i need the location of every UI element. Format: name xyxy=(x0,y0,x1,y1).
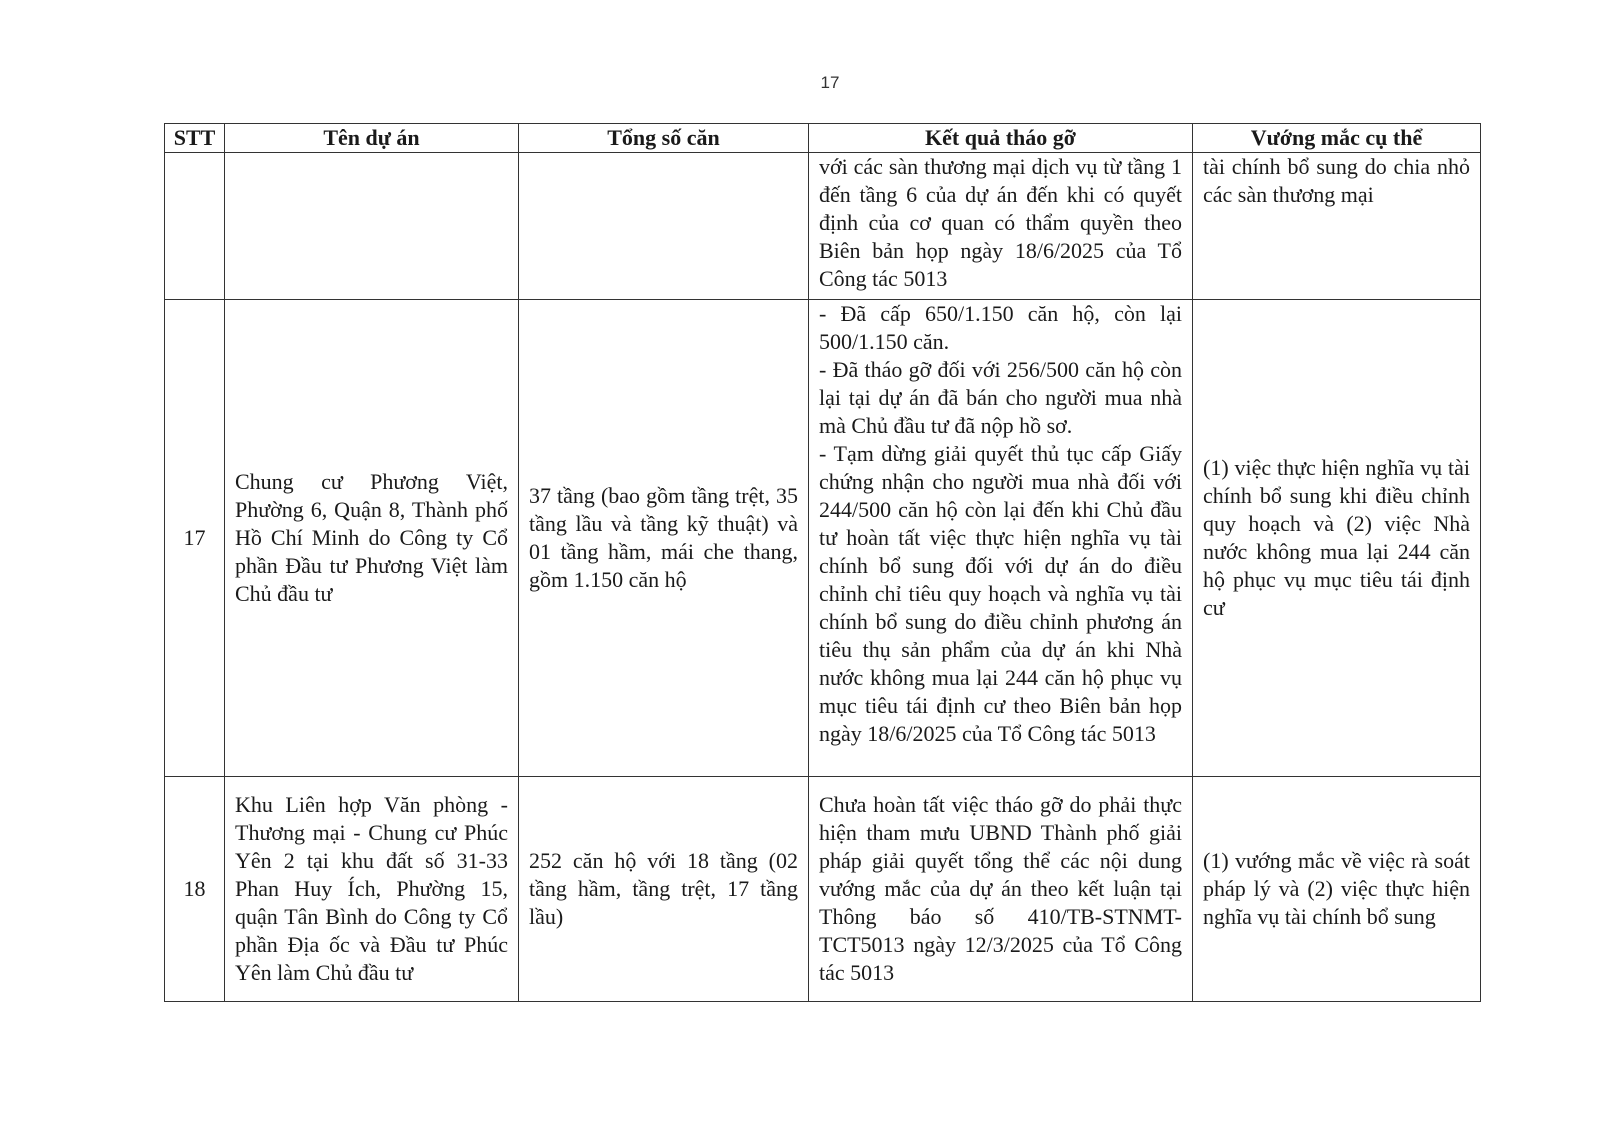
header-project-name: Tên dự án xyxy=(225,124,519,153)
cell-result: Chưa hoàn tất việc tháo gỡ do phải thực hiện tham mưu UBND Thành phố giải pháp giải quyết tổng thể các nội dung vướng mắc của dự án theo kết luận tại Thông báo số 410/TB-STNMT-TCT5013 ngày 12/3/2025 của Tổ Công tác 5013 xyxy=(809,777,1193,1002)
result-item: - Đã cấp 650/1.150 căn hộ, còn lại 500/1.150 căn. xyxy=(819,301,1182,354)
page-number: 17 xyxy=(820,73,840,92)
cell-project-name: Chung cư Phương Việt, Phường 6, Quận 8, Thành phố Hồ Chí Minh do Công ty Cổ phần Đầu tư Phương Việt làm Chủ đầu tư xyxy=(225,300,519,777)
cell-project-name xyxy=(225,153,519,300)
result-item: - Tạm dừng giải quyết thủ tục cấp Giấy chứng nhận cho người mua nhà đối với 244/500 căn hộ còn lại đến khi Chủ đầu tư hoàn tất việc thực hiện nghĩa vụ tài chính bổ sung đối với dự án do điều chỉnh chỉ tiêu quy hoạch và nghĩa vụ tài chính bổ sung do điều chỉnh phương án tiêu thụ sản phẩm của dự án khi Nhà nước không mua lại 244 căn hộ phục vụ mục tiêu tái định cư theo Biên bản họp ngày 18/6/2025 của Tổ Công tác 5013 xyxy=(819,441,1182,746)
table-row xyxy=(165,300,1481,777)
cell-total-units: 252 căn hộ với 18 tầng (02 tầng hầm, tầng trệt, 17 tầng lầu) xyxy=(519,777,809,1002)
cell-project-name: Khu Liên hợp Văn phòng - Thương mại - Chung cư Phúc Yên 2 tại khu đất số 31-33 Phan Huy Ích, Phường 15, quận Tân Bình do Công ty Cổ phần Địa ốc và Đầu tư Phúc Yên làm Chủ đầu tư xyxy=(225,777,519,1002)
projects-table xyxy=(164,123,1481,1002)
cell-total-units xyxy=(519,153,809,300)
cell-total-units: 37 tầng (bao gồm tầng trệt, 35 tầng lầu và tầng kỹ thuật) và 01 tầng hầm, mái che thang, gồm 1.150 căn hộ xyxy=(519,300,809,777)
header-total-units: Tổng số căn xyxy=(519,124,809,153)
cell-result xyxy=(809,300,1193,777)
cell-issue: (1) vướng mắc về việc rà soát pháp lý và (2) việc thực hiện nghĩa vụ tài chính bổ sung xyxy=(1193,777,1481,1002)
table-row xyxy=(165,777,1481,1002)
cell-stt xyxy=(165,153,225,300)
header-stt: STT xyxy=(165,124,225,153)
cell-stt: 17 xyxy=(165,300,225,777)
cell-issue: (1) việc thực hiện nghĩa vụ tài chính bổ sung khi điều chỉnh quy hoạch và (2) việc Nhà nước không mua lại 244 căn hộ phục vụ mục tiêu tái định cư xyxy=(1193,300,1481,777)
result-item: - Đã tháo gỡ đối với 256/500 căn hộ còn lại tại dự án đã bán cho người mua nhà mà Chủ đầu tư đã nộp hồ sơ. xyxy=(819,357,1182,438)
cell-result: với các sàn thương mại dịch vụ từ tầng 1 đến tầng 6 của dự án đến khi có quyết định của cơ quan có thẩm quyền theo Biên bản họp ngày 18/6/2025 của Tổ Công tác 5013 xyxy=(809,153,1193,300)
cell-issue: tài chính bổ sung do chia nhỏ các sàn thương mại xyxy=(1193,153,1481,300)
table-row xyxy=(165,153,1481,300)
table-header-row xyxy=(165,124,1481,153)
header-result: Kết quả tháo gỡ xyxy=(809,124,1193,153)
header-issue: Vướng mắc cụ thể xyxy=(1193,124,1481,153)
cell-stt: 18 xyxy=(165,777,225,1002)
